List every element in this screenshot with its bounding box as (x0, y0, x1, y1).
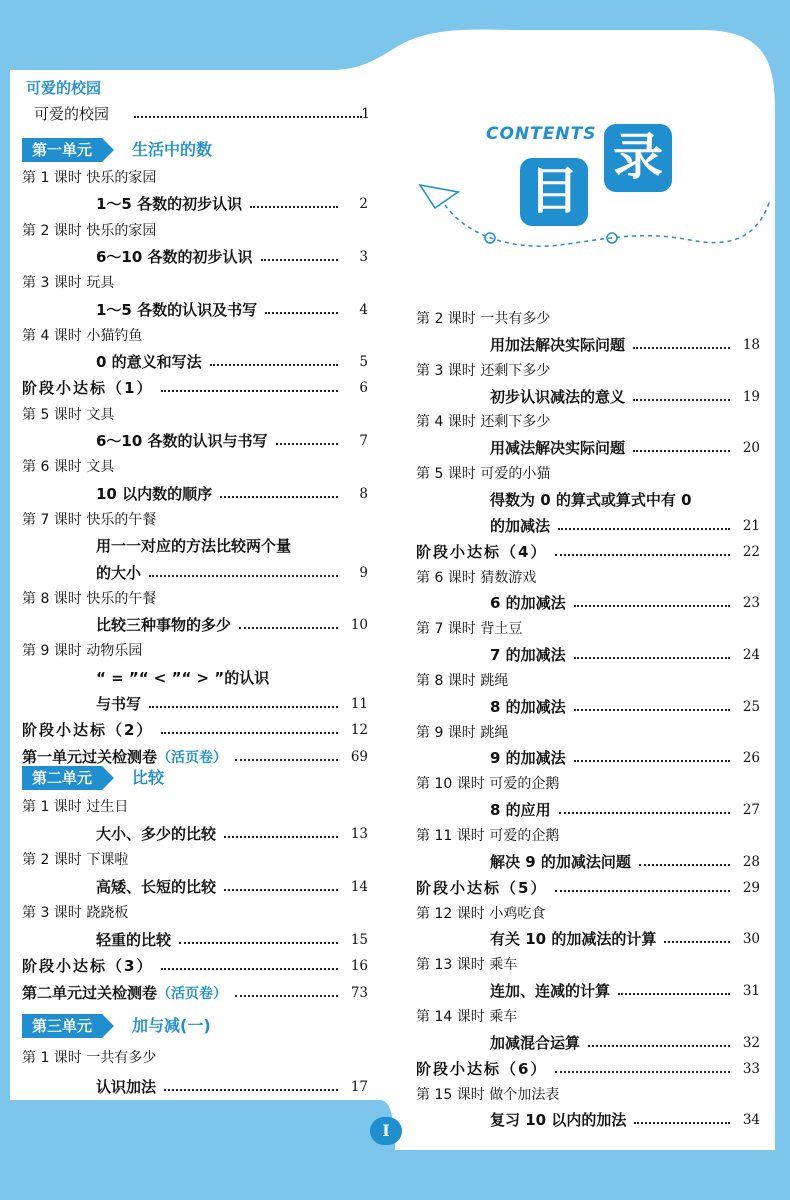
entry-page: 20 (742, 440, 760, 457)
entry-page: 29 (742, 879, 760, 896)
unit-test-label: 第一单元过关检测卷 (22, 747, 158, 766)
entry-topic: 8 的应用 (490, 801, 551, 820)
lesson-heading (22, 903, 370, 923)
entry-topic: 比较三种事物的多少 (96, 616, 232, 635)
entry-topic: 的大小 (96, 563, 142, 582)
entry-page: 11 (350, 696, 368, 712)
unit-title: 比较 (132, 768, 165, 787)
lesson-heading (22, 405, 370, 425)
entry-topic: “ = ”“ < ”“ > ”的认识 (96, 668, 270, 687)
lesson-name: 跳绳 (480, 672, 509, 689)
lesson-number: 第 3 课时 (22, 905, 82, 921)
worksheet-note: （活页卷） (157, 985, 228, 1002)
leader-dots (134, 116, 362, 118)
leader-dots (664, 941, 730, 943)
lesson-number: 第 3 课时 (22, 275, 82, 292)
lesson-name: 做个加法表 (489, 1086, 560, 1103)
lesson-number: 第 6 课时 (22, 459, 82, 476)
lesson-heading (22, 589, 370, 609)
lesson-name: 可爱的企鹅 (489, 828, 560, 844)
lesson-number: 第 6 课时 (416, 569, 476, 586)
entry-page: 16 (350, 958, 368, 974)
worksheet-note: （活页卷） (157, 749, 228, 766)
lesson-name: 乘车 (489, 1008, 518, 1025)
entry-page: 73 (350, 984, 368, 1001)
lesson-name: 可爱的小猫 (480, 466, 551, 483)
entry-page: 33 (742, 1060, 760, 1077)
stage-check-entry[interactable] (416, 878, 762, 899)
entry-topic: 得数为 0 的算式或算式中有 0 (490, 490, 692, 509)
stage-check-label: 阶段小达标（6） (416, 1059, 548, 1078)
toc-entry-intro[interactable] (34, 104, 370, 125)
entry-topic: 8 的加减法 (490, 697, 566, 716)
entry-page: 17 (350, 1079, 368, 1095)
lesson-heading (416, 723, 762, 743)
lesson-number: 第 7 课时 (22, 511, 82, 528)
lesson-heading (416, 309, 762, 329)
entry-topic: 6 的加减法 (490, 594, 566, 613)
entry-topic: 初步认识减法的意义 (490, 387, 626, 406)
leader-dots (555, 1071, 730, 1073)
lesson-heading (416, 619, 762, 639)
entry-page: 23 (742, 595, 760, 612)
entry-page: 31 (742, 983, 760, 1000)
leader-dots (633, 399, 730, 401)
leader-dots (161, 732, 338, 734)
lesson-name: 跳绳 (480, 724, 509, 741)
lesson-number: 第 3 课时 (416, 362, 476, 379)
lesson-heading (22, 510, 370, 530)
entry-topic: 复习 10 以内的加法 (490, 1111, 627, 1130)
entry-topic: 6～10 各数的认识与书写 (96, 432, 268, 450)
lesson-number: 第 1 课时 (22, 170, 82, 186)
lesson-number: 第 4 课时 (22, 327, 82, 344)
lesson-number: 第 9 课时 (22, 643, 82, 660)
lesson-heading (416, 568, 762, 588)
stage-check-entry[interactable] (22, 378, 370, 399)
lesson-heading (416, 826, 762, 846)
leader-dots (634, 1122, 730, 1124)
entry-topic: 大小、多少的比较 (96, 824, 217, 843)
entry-page: 8 (359, 485, 368, 502)
entry-page: 4 (359, 301, 368, 318)
lesson-heading (22, 641, 370, 661)
entry-page: 6 (359, 380, 368, 397)
leader-dots (161, 968, 338, 970)
lesson-name: 小猫钓鱼 (86, 327, 143, 344)
entry-page: 2 (359, 196, 368, 213)
lesson-name: 可爱的企鹅 (489, 776, 560, 793)
leader-dots (574, 760, 730, 762)
leader-dots (574, 657, 730, 659)
entry-page: 21 (742, 517, 760, 534)
unit-title: 生活中的数 (132, 140, 213, 159)
lesson-heading (22, 1048, 370, 1068)
lesson-number: 第 1 课时 (22, 799, 82, 815)
leader-dots (555, 890, 730, 892)
entry-page: 15 (350, 931, 368, 948)
lesson-number: 第 9 课时 (416, 724, 476, 741)
entry-topic: 可爱的校园 (34, 105, 110, 123)
lesson-number: 第 10 课时 (416, 776, 485, 793)
leader-dots (161, 390, 338, 392)
lesson-number: 第 11 课时 (416, 828, 485, 844)
entry-page: 14 (350, 878, 368, 895)
entry-topic: 1～5 各数的初步认识 (96, 195, 243, 214)
lesson-heading (22, 273, 370, 293)
unit-title: 加与减(一) (132, 1016, 211, 1035)
entry-page: 24 (742, 647, 760, 664)
leader-dots (276, 443, 338, 445)
leader-dots (633, 347, 730, 349)
leader-dots (559, 812, 730, 814)
leader-dots (235, 995, 338, 997)
entry-page: 5 (359, 354, 368, 371)
lesson-name: 快乐的家园 (86, 170, 157, 186)
leader-dots (574, 709, 730, 711)
lesson-number: 第 2 课时 (416, 311, 476, 327)
lesson-name: 下课啦 (86, 852, 129, 868)
contents-title-cn-1: 目 (520, 158, 588, 226)
unit-banner-2 (22, 766, 370, 790)
leader-dots (639, 864, 730, 866)
leader-dots (261, 259, 338, 261)
lesson-heading (416, 671, 762, 691)
lesson-name: 跷跷板 (86, 905, 129, 921)
entry-page: 32 (742, 1034, 760, 1051)
entry-page: 19 (742, 388, 760, 405)
entry-topic: 轻重的比较 (96, 930, 172, 949)
leader-dots (588, 1045, 730, 1047)
lesson-number: 第 5 课时 (22, 406, 82, 423)
lesson-number: 第 14 课时 (416, 1008, 485, 1025)
unit-test-label: 第二单元过关检测卷 (22, 983, 158, 1002)
entry-page: 28 (742, 853, 760, 870)
entry-topic: 6～10 各数的初步认识 (96, 247, 253, 266)
entry-topic: 与书写 (96, 695, 142, 713)
contents-title-en: CONTENTS (486, 124, 597, 144)
leader-dots (558, 528, 730, 530)
lesson-name: 文具 (86, 459, 115, 476)
entry-page: 18 (742, 336, 760, 353)
entry-topic: 有关 10 的加减法的计算 (490, 930, 657, 949)
entry-topic: 高矮、长短的比较 (96, 877, 217, 896)
lesson-name: 还剩下多少 (480, 362, 551, 379)
lesson-name: 动物乐园 (86, 643, 143, 660)
lesson-heading (416, 904, 762, 924)
lesson-heading (416, 774, 762, 794)
lesson-heading (416, 955, 762, 975)
unit-tag: 第一单元 (22, 138, 102, 162)
lesson-heading (416, 1007, 762, 1027)
stage-check-label: 阶段小达标（2） (22, 721, 154, 740)
entry-topic: 解决 9 的加减法问题 (490, 852, 631, 871)
leader-dots (618, 993, 730, 995)
entry-topic: 用一一对应的方法比较两个量 (96, 537, 292, 556)
lesson-name: 乘车 (489, 957, 518, 974)
stage-check-entry[interactable] (22, 720, 370, 741)
lesson-name: 小鸡吃食 (489, 905, 546, 922)
stage-check-label: 阶段小达标（5） (416, 878, 548, 897)
leader-dots (179, 942, 338, 944)
lesson-number: 第 2 课时 (22, 852, 82, 868)
entry-topic: 7 的加减法 (490, 646, 566, 665)
lesson-name: 背土豆 (480, 621, 523, 638)
lesson-number: 第 13 课时 (416, 957, 485, 974)
lesson-name: 玩具 (86, 275, 115, 292)
lesson-heading (416, 464, 762, 484)
stage-check-entry[interactable] (22, 956, 370, 977)
unit-tag: 第三单元 (22, 1014, 102, 1038)
entry-topic: 0 的意义和写法 (96, 353, 202, 372)
lesson-number: 第 8 课时 (416, 672, 476, 689)
lesson-name: 一共有多少 (480, 311, 551, 327)
lesson-name: 还剩下多少 (480, 414, 551, 431)
lesson-heading (22, 326, 370, 346)
leader-dots (224, 836, 338, 838)
unit-test-entry[interactable] (22, 983, 370, 1004)
leader-dots (164, 1089, 338, 1091)
entry-page: 69 (350, 748, 368, 765)
leader-dots (250, 206, 338, 208)
lesson-number: 第 15 课时 (416, 1086, 485, 1103)
entry-topic: 认识加法 (96, 1078, 157, 1096)
entry-topic: 用加法解决实际问题 (490, 335, 626, 354)
entry-topic: 用减法解决实际问题 (490, 439, 626, 458)
lesson-heading (22, 457, 370, 477)
entry-page: 10 (350, 617, 368, 634)
lesson-heading (22, 850, 370, 870)
lesson-number: 第 12 课时 (416, 905, 485, 922)
unit-banner-1 (22, 138, 370, 162)
leader-dots (149, 575, 338, 577)
lesson-number: 第 4 课时 (416, 414, 476, 431)
entry-topic: 的加减法 (490, 516, 551, 535)
entry-topic: 9 的加减法 (490, 749, 566, 768)
leader-dots (210, 364, 338, 366)
leader-dots (265, 312, 338, 314)
lesson-name: 过生日 (86, 799, 129, 815)
stage-check-label: 阶段小达标（1） (22, 379, 154, 398)
lesson-number: 第 2 课时 (22, 222, 82, 239)
unit-tag: 第二单元 (22, 766, 102, 790)
entry-page: 12 (350, 722, 368, 739)
entry-page: 25 (742, 698, 760, 715)
lesson-number: 第 5 课时 (416, 466, 476, 483)
unit-banner-3 (22, 1014, 370, 1038)
lesson-name: 猜数游戏 (480, 569, 537, 586)
entry-page: 13 (350, 825, 368, 842)
lesson-heading (416, 412, 762, 432)
lesson-heading (22, 221, 370, 241)
entry-page: 7 (359, 433, 368, 449)
lesson-name: 快乐的午餐 (86, 511, 157, 528)
entry-page: 3 (359, 248, 368, 265)
page-number: I (370, 1117, 402, 1145)
entry-topic: 加减混合运算 (490, 1033, 581, 1052)
lesson-number: 第 1 课时 (22, 1050, 82, 1066)
contents-title-cn-2: 录 (604, 124, 672, 192)
lesson-heading (416, 1085, 762, 1105)
leader-dots (239, 627, 338, 629)
leader-dots (149, 706, 338, 708)
stage-check-label: 阶段小达标（3） (22, 957, 154, 975)
entry-page: 9 (359, 564, 368, 581)
stage-check-entry[interactable] (416, 1059, 762, 1080)
leader-dots (555, 554, 730, 556)
intro-heading: 可爱的校园 (26, 79, 102, 97)
lesson-name: 快乐的家园 (86, 222, 157, 239)
stage-check-label: 阶段小达标（4） (416, 542, 548, 561)
leader-dots (220, 496, 338, 498)
lesson-name: 快乐的午餐 (86, 590, 157, 607)
entry-page: 26 (742, 750, 760, 767)
lesson-heading (22, 797, 370, 817)
lesson-name: 一共有多少 (86, 1050, 157, 1066)
leader-dots (224, 889, 338, 891)
entry-topic: 连加、连减的计算 (490, 982, 611, 1001)
leader-dots (574, 605, 730, 607)
entry-page: 27 (742, 802, 760, 819)
lesson-number: 第 7 课时 (416, 621, 476, 638)
stage-check-entry[interactable] (416, 542, 762, 563)
entry-page: 22 (742, 543, 760, 560)
entry-page: 30 (742, 931, 760, 948)
lesson-number: 第 8 课时 (22, 590, 82, 607)
entry-page: 34 (742, 1112, 760, 1129)
unit-test-entry[interactable] (22, 747, 370, 768)
leader-dots (235, 759, 338, 761)
entry-topic: 1～5 各数的认识及书写 (96, 300, 258, 319)
lesson-heading (416, 361, 762, 381)
leader-dots (633, 450, 730, 452)
lesson-name: 文具 (86, 406, 115, 423)
entry-topic: 10 以内数的顺序 (96, 484, 213, 503)
entry-page: 1 (361, 106, 370, 122)
lesson-heading (22, 168, 370, 188)
